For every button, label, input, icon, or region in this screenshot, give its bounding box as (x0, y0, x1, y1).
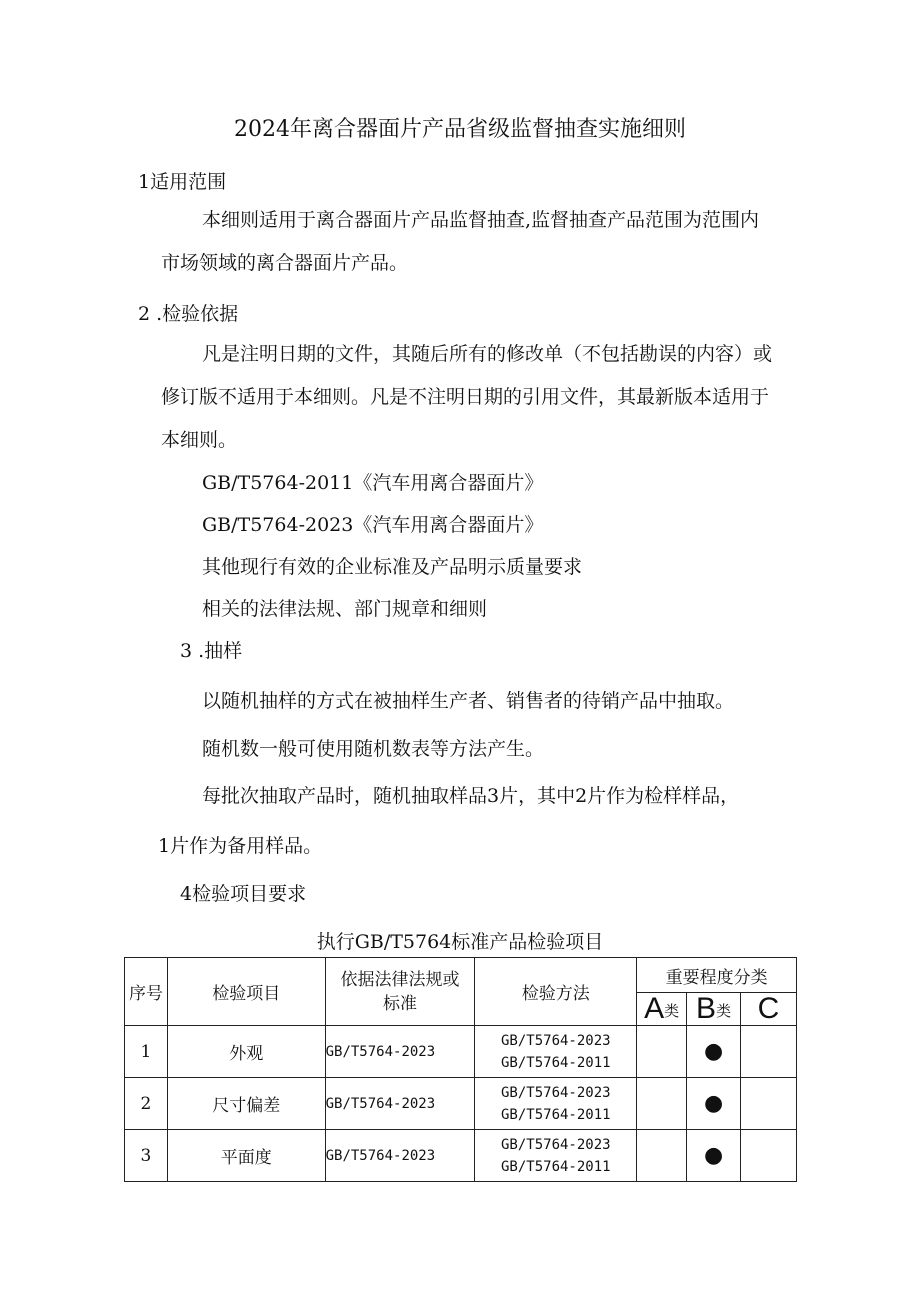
row-method-line-2: GB/T5764-2011 (501, 1054, 611, 1071)
row-class-c (741, 1130, 797, 1182)
table-caption: 执行GB/T5764标准产品检验项目 (316, 931, 604, 953)
class-a-suffix: 类 (664, 1002, 680, 1020)
row-basis: GB/T5764-2023 (325, 1026, 475, 1078)
header-class-c (741, 993, 797, 1026)
section-3-heading: 3 .抽样 (180, 640, 243, 662)
row-class-b: ● (687, 1026, 741, 1078)
section-2-heading: 2 .检验依据 (138, 303, 239, 325)
row-class-a (637, 1130, 687, 1182)
row-number: 3 (125, 1130, 168, 1182)
row-method-line-1: GB/T5764-2023 (501, 1136, 611, 1153)
section-3-paragraph-3-line-2: 1片作为备用样品。 (158, 835, 323, 857)
class-a-letter: A (644, 992, 665, 1025)
header-basis (325, 958, 475, 1026)
row-method-line-1: GB/T5764-2023 (501, 1084, 611, 1101)
row-class-b: ● (687, 1078, 741, 1130)
section-1-paragraph-line-2: 市场领域的离合器面片产品。 (161, 252, 409, 274)
row-class-b: ● (687, 1130, 741, 1182)
row-method (475, 1078, 637, 1130)
section-1-paragraph-line-1: 本细则适用于离合器面片产品监督抽查,监督抽查产品范围为范围内 (202, 209, 760, 231)
header-basis-line-2: 标准 (383, 993, 417, 1014)
reference-gb-t5764-2023: GB/T5764-2023《汽车用离合器面片》 (202, 514, 544, 536)
row-basis: GB/T5764-2023 (325, 1078, 475, 1130)
class-b-letter: B (696, 992, 717, 1025)
class-c-letter: C (757, 992, 780, 1025)
row-number: 2 (125, 1078, 168, 1130)
document-title: 2024年离合器面片产品省级监督抽查实施细则 (234, 117, 686, 142)
header-inspection-item: 检验项目 (167, 958, 325, 1026)
row-method (475, 1130, 637, 1182)
row-class-c (741, 1026, 797, 1078)
row-method (475, 1026, 637, 1078)
row-basis: GB/T5764-2023 (325, 1130, 475, 1182)
row-number: 1 (125, 1026, 168, 1078)
header-importance: 重要程度分类 (637, 958, 797, 993)
header-basis-line-1: 依据法律法规或 (340, 969, 460, 990)
reference-gb-t5764-2011: GB/T5764-2011《汽车用离合器面片》 (202, 472, 544, 494)
row-method-line-2: GB/T5764-2011 (501, 1158, 611, 1175)
section-2-paragraph-line-3: 本细则。 (161, 429, 238, 451)
row-item: 外观 (167, 1026, 325, 1078)
header-class-a (637, 993, 687, 1026)
section-2-paragraph-line-2: 修订版不适用于本细则。凡是不注明日期的引用文件，其最新版本适用于 (161, 386, 770, 408)
row-method-line-1: GB/T5764-2023 (501, 1032, 611, 1049)
section-3-paragraph-3-line-1: 每批次抽取产品时，随机抽取样品3片，其中2片作为检样样品， (202, 785, 740, 807)
row-item: 平面度 (167, 1130, 325, 1182)
row-class-c (741, 1078, 797, 1130)
section-2-paragraph-line-1: 凡是注明日期的文件，其随后所有的修改单（不包括勘误的内容）或 (202, 343, 773, 365)
table-row (125, 1130, 797, 1182)
header-serial-number: 序号 (125, 958, 168, 1026)
inspection-items-table (124, 957, 797, 1182)
header-class-b (687, 993, 741, 1026)
table-row (125, 1078, 797, 1130)
section-1-heading: 1适用范围 (138, 171, 227, 193)
row-item: 尺寸偏差 (167, 1078, 325, 1130)
reference-laws-regulations: 相关的法律法规、部门规章和细则 (202, 598, 488, 620)
section-3-paragraph-1: 以随机抽样的方式在被抽样生产者、销售者的待销产品中抽取。 (202, 690, 735, 712)
class-b-suffix: 类 (716, 1002, 732, 1020)
row-method-line-2: GB/T5764-2011 (501, 1106, 611, 1123)
section-3-paragraph-2: 随机数一般可使用随机数表等方法产生。 (202, 738, 545, 760)
header-inspection-method: 检验方法 (475, 958, 637, 1026)
section-4-heading: 4检验项目要求 (180, 883, 307, 905)
row-class-a (637, 1078, 687, 1130)
table-row (125, 1026, 797, 1078)
reference-enterprise-standards: 其他现行有效的企业标准及产品明示质量要求 (202, 556, 583, 578)
row-class-a (637, 1026, 687, 1078)
